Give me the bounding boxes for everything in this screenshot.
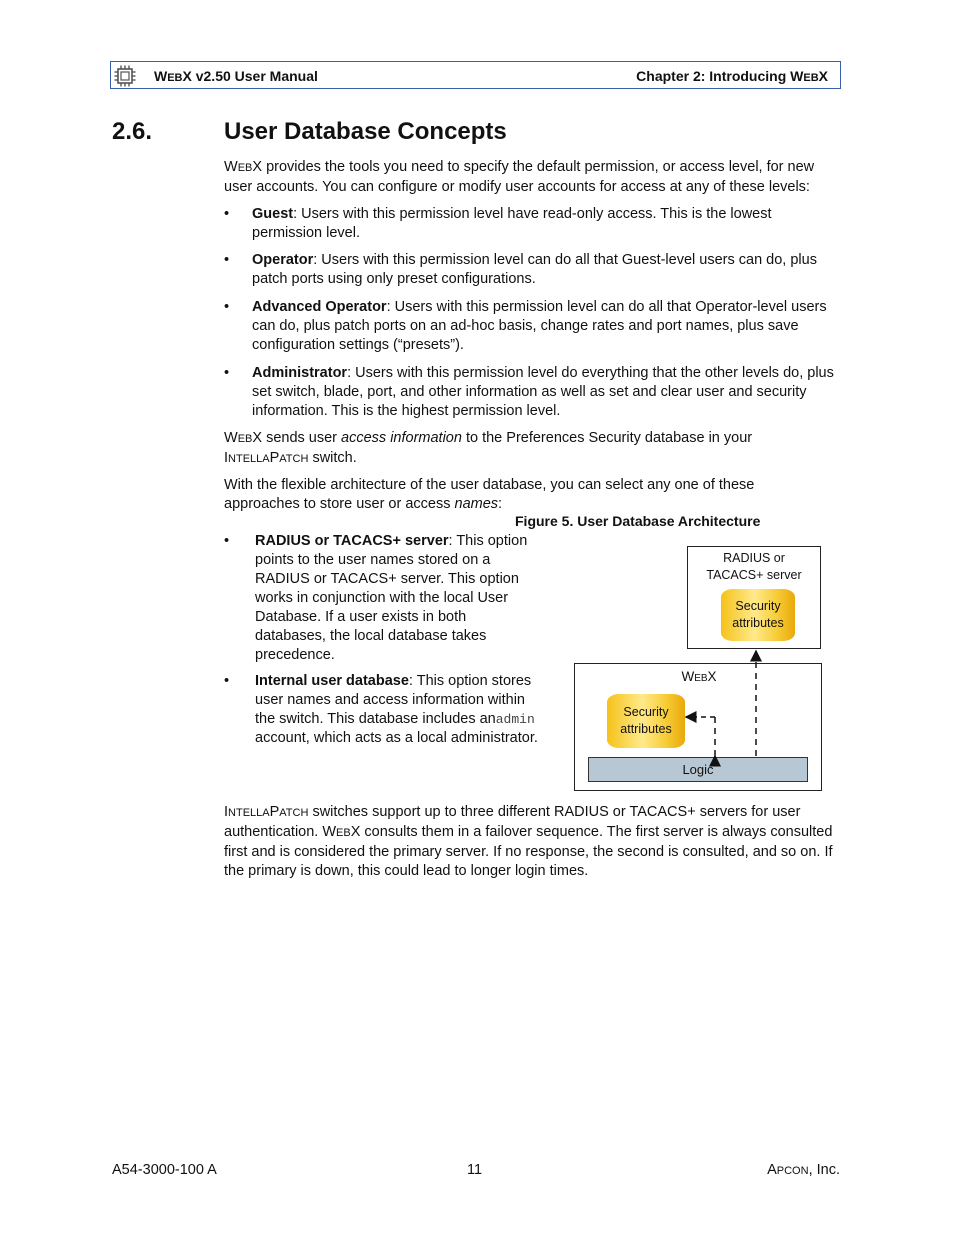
intro-paragraph: WEBX provides the tools you need to specify the default permission, or access level, for new user accounts. You can configure or modify user accounts for access at any of these levels: — [224, 159, 815, 195]
webx-security-db: Security attributes — [607, 694, 685, 748]
chapter-title: Chapter 2: Introducing WEBX — [636, 68, 828, 84]
manual-title: WEBX v2.50 User Manual — [154, 68, 318, 84]
section-title: User Database Concepts — [224, 118, 507, 145]
architecture-paragraph: With the flexible architecture of the user database, you can select any one of these approaches to store user or access names: — [224, 477, 755, 512]
company-name: APCON, Inc. — [767, 1162, 840, 1178]
chip-icon — [114, 65, 136, 87]
access-paragraph: WEBX sends user access information to the Preferences Security database in your INTELLAPATCH switch. — [224, 430, 753, 466]
logic-bar: Logic — [588, 757, 808, 782]
doc-number: A54-3000-100 A — [112, 1162, 217, 1178]
radius-server-label: RADIUS or TACACS+ server — [706, 551, 802, 582]
page-number: 11 — [467, 1162, 483, 1178]
page-header — [110, 61, 841, 89]
section-number: 2.6. — [112, 118, 153, 145]
radius-server-box — [687, 546, 821, 649]
radius-security-db: Security attributes — [721, 589, 795, 641]
webx-label: WEBX — [681, 669, 717, 684]
figure-caption: Figure 5. User Database Architecture — [515, 513, 761, 529]
closing-paragraph: INTELLAPATCH switches support up to three different RADIUS or TACACS+ servers for user authentication. WEBX consults them in a failover sequence. The first server is always consulted first and is considered the primary server. If no response, the second is consulted, and so on. If the primary is down, this could lead to longer login times. — [224, 804, 833, 879]
